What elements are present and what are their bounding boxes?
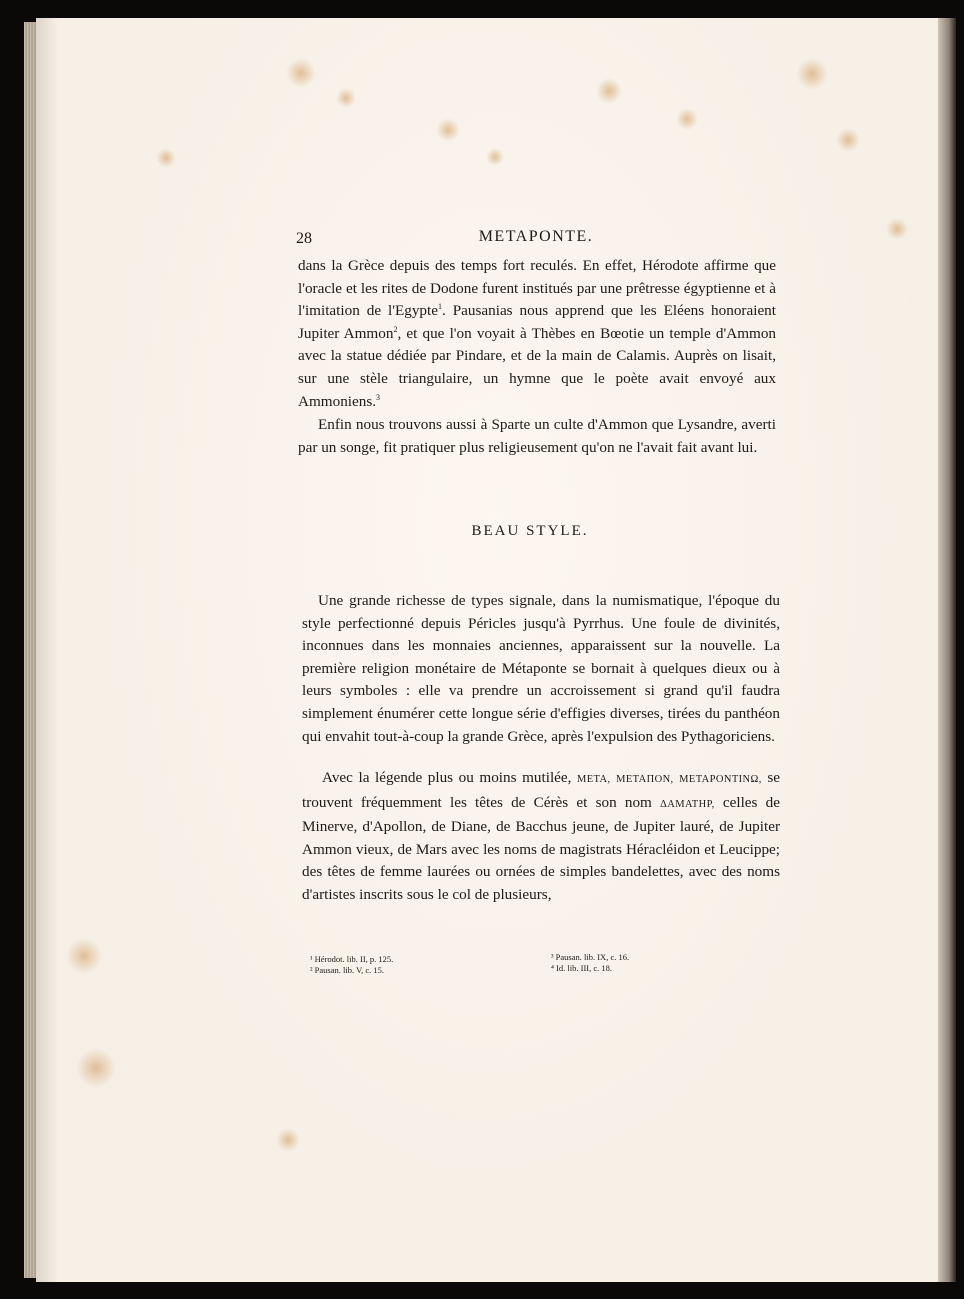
foxing-spot: [436, 118, 460, 142]
foxing-spot: [336, 88, 356, 108]
footnote-ref-2: 2: [393, 324, 398, 334]
footnote-2: ² Pausan. lib. V, c. 15.: [310, 965, 385, 975]
foxing-spot: [486, 148, 504, 166]
paragraph-1-text-c: , et que l'on voyait à Thèbes en Bœotie un temple d'Ammon avec la statue dédiée par Pindare, et de la main de Calamis. Auprès on lisait, sur une stèle triangulaire, un hymne que le poète avait envoyé aux Ammoniens.: [298, 324, 777, 410]
footnote-ref-1: 1: [437, 302, 442, 312]
paragraph-4: [302, 767, 780, 907]
greek-legend-metapon: METAΠON,: [616, 774, 674, 785]
paragraph-4-text-b: se trouvent fréquemment les têtes de Cérès et son nom: [302, 769, 780, 811]
foxing-spot: [596, 78, 622, 104]
page-header: [296, 228, 776, 254]
foxing-spot: [676, 108, 698, 130]
paragraph-1: [298, 255, 776, 413]
running-title: METAPONTE.: [478, 228, 594, 245]
footnote-3: ³ Pausan. lib. IX, c. 16.: [551, 952, 630, 962]
paragraph-1-text-a: dans la Grèce depuis des temps fort reculés. En effet, Hérodote affirme que l'oracle et les rites de Dodone furent institués par une prêtresse égyptienne et à l'imitation de l'Egypte: [298, 257, 776, 320]
foxing-spot: [76, 1048, 116, 1088]
footnote-1: ¹ Hérodot. lib. II, p. 125.: [310, 954, 394, 964]
paragraph-3: Une grande richesse de types signale, dans la numismatique, l'époque du style perfectionné depuis Péricles jusqu'à Pyrrhus. Une foule de divinités, inconnues dans les monnaies anciennes, apparaissent sur la nouvelle. La première religion monétaire de Métaponte se bornait à quelques dieux ou à leurs symboles : elle va prendre un accroissement si grand qu'il faudra simplement énumérer cette longue série d'effigies diverses, tirées du panthéon qui envahit tout-à-coup la grande Grèce, après l'expulsion des Pythagoriciens.: [302, 592, 780, 745]
foxing-spot: [276, 1128, 300, 1152]
foxing-spot: [836, 128, 860, 152]
paragraph-4-text-c: celles de Minerve, d'Apollon, de Diane, de Bacchus jeune, de Jupiter lauré, de Jupiter Ammon vieux, de Mars avec les noms de magistrats Héracléidon et Leucippe; des têtes de femme laurées ou ornées de simples bandelettes, avec des noms d'artistes inscrits sous le col de plusieurs,: [302, 793, 780, 903]
paragraph-4-text-a: Avec la légende plus ou moins mutilée,: [322, 769, 572, 786]
greek-legend-metapontino: METAPONTINΩ,: [679, 774, 762, 785]
greek-legend-meta: META,: [577, 774, 611, 785]
footnotes-left: [310, 954, 393, 976]
footnote-4: ⁴ Id. lib. III, c. 18.: [551, 963, 613, 973]
footnote-ref-3: 3: [376, 392, 381, 402]
page-number: 28: [296, 230, 312, 247]
foxing-spot: [886, 218, 908, 240]
page-gutter-shadow: [938, 18, 956, 1282]
page-sheet: [36, 18, 956, 1282]
footnotes-right: [551, 952, 629, 974]
foxing-spot: [66, 938, 102, 974]
foxing-spot: [156, 148, 176, 168]
paragraph-2: Enfin nous trouvons aussi à Sparte un culte d'Ammon que Lysandre, averti par un songe, fit pratiquer plus religieusement qu'on ne l'avait fait avant lui.: [298, 416, 776, 456]
paragraph-1-text-b: . Pausanias nous apprend que les Eléens honoraient Jupiter Ammon: [298, 302, 776, 342]
section-title: BEAU STYLE.: [471, 523, 589, 539]
foxing-spot: [286, 58, 316, 88]
foxing-spot: [796, 58, 828, 90]
greek-legend-damater: ΔAMATHP,: [660, 798, 715, 810]
